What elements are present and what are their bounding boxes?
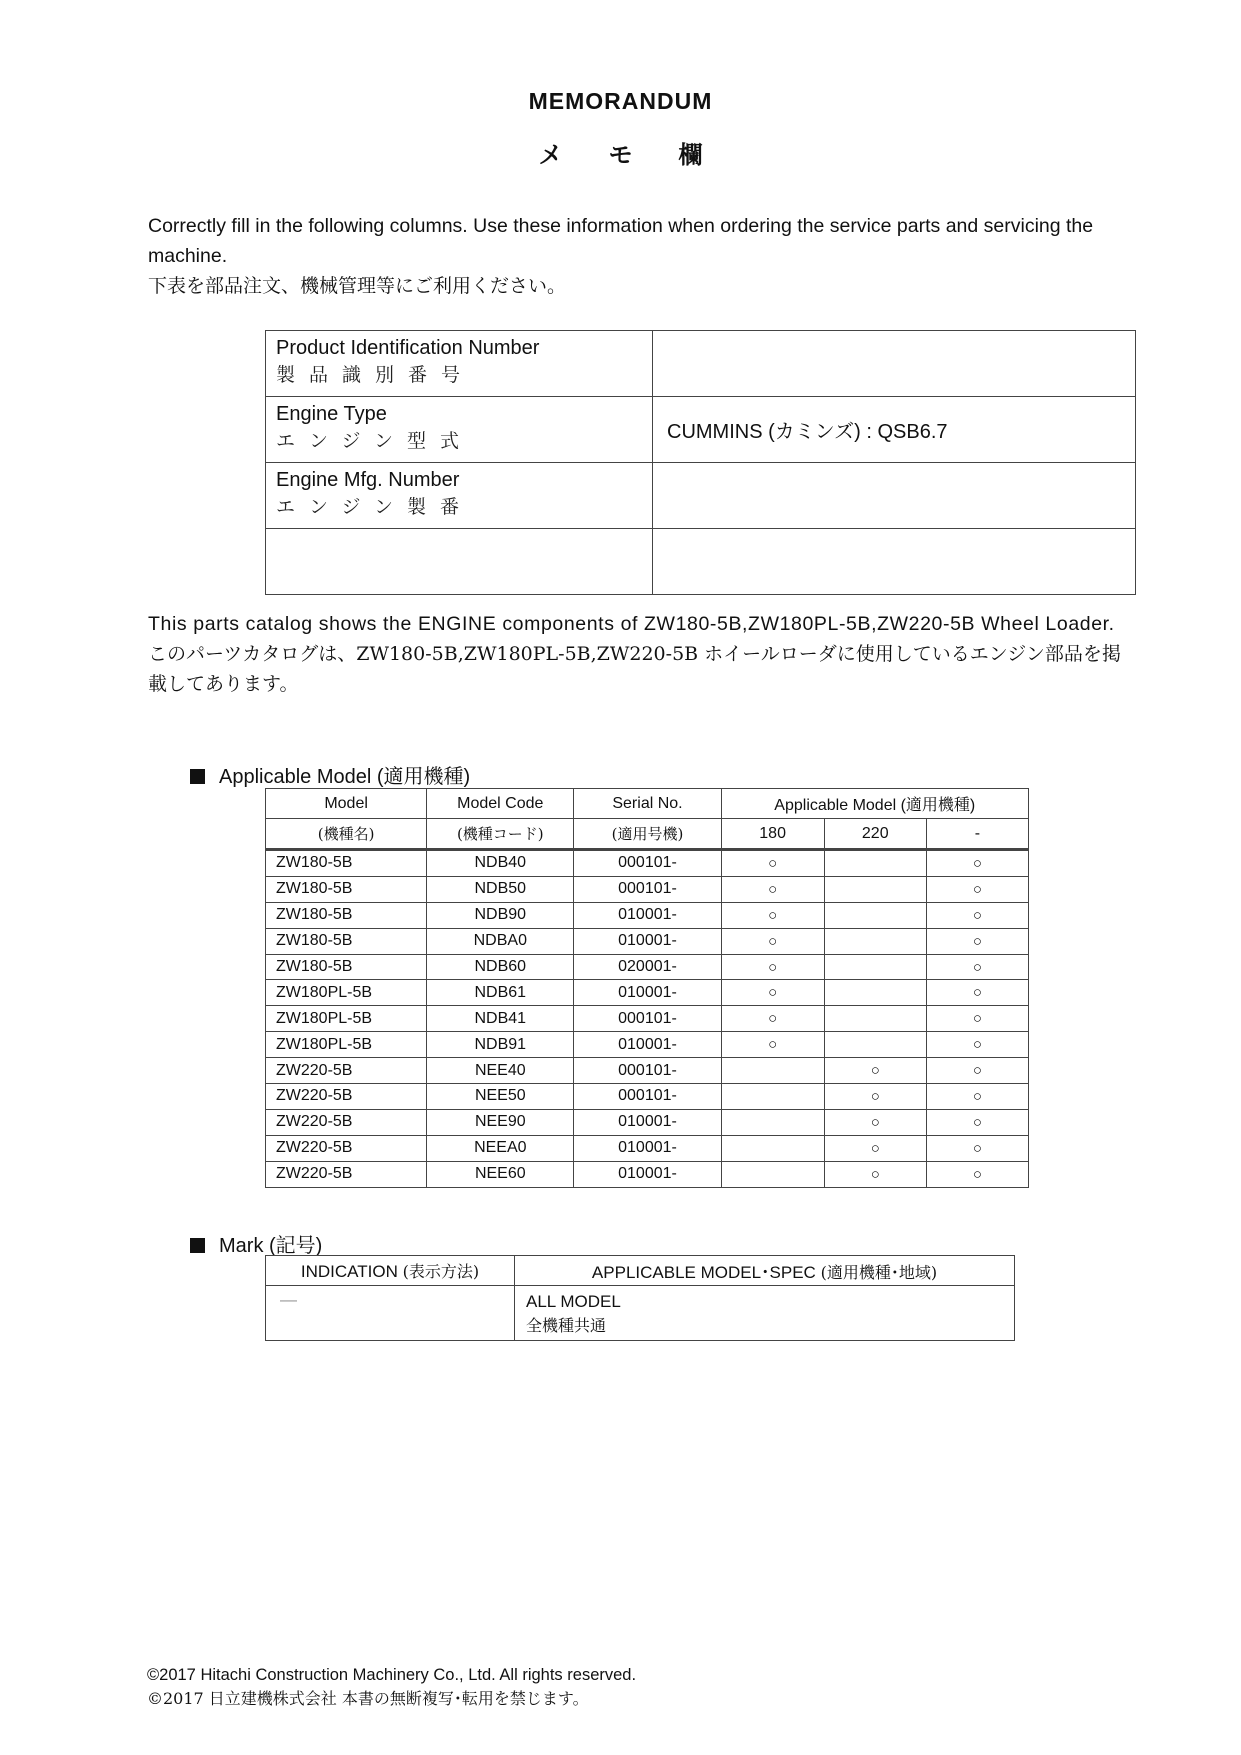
applicable-220-cell xyxy=(824,954,926,980)
model-cell: ZW180PL-5B xyxy=(266,1032,427,1058)
applicable-180-cell: ○ xyxy=(721,902,824,928)
memo-label-cell xyxy=(266,397,653,463)
applicable-180-cell: ○ xyxy=(721,1032,824,1058)
memo-label-en: Engine Type xyxy=(276,403,387,425)
table-row xyxy=(266,980,1029,1006)
serial-cell: 010001- xyxy=(574,928,721,954)
table-row xyxy=(266,954,1029,980)
catalog-paragraph xyxy=(148,609,1138,699)
model-cell: ZW180-5B xyxy=(266,902,427,928)
table-row xyxy=(266,1058,1029,1084)
model-code-cell: NDBA0 xyxy=(427,928,574,954)
model-cell: ZW180-5B xyxy=(266,954,427,980)
applicable-model-heading xyxy=(190,760,470,789)
model-cell: ZW180-5B xyxy=(266,928,427,954)
memo-row-engine-mfg xyxy=(266,463,1136,529)
model-cell: ZW220-5B xyxy=(266,1058,427,1084)
applicable-220-cell xyxy=(824,876,926,902)
model-cell: ZW220-5B xyxy=(266,1084,427,1110)
model-cell: ZW220-5B xyxy=(266,1109,427,1135)
applicable-180-cell: ○ xyxy=(721,980,824,1006)
model-code-cell: NEEA0 xyxy=(427,1135,574,1161)
model-cell: ZW180-5B xyxy=(266,850,427,877)
footer xyxy=(147,1663,636,1711)
table-row xyxy=(266,1006,1029,1032)
memo-value-engine-mfg[interactable] xyxy=(653,463,1136,529)
applicable-all-cell: ○ xyxy=(926,1084,1028,1110)
page-title: MEMORANDUM xyxy=(528,88,713,114)
applicable-220-cell: ○ xyxy=(824,1084,926,1110)
memo-value-engine-type[interactable]: CUMMINS (カミンズ) : QSB6.7 xyxy=(653,397,1136,463)
applicable-180-cell xyxy=(721,1109,824,1135)
table-row xyxy=(266,1084,1029,1110)
model-cell: ZW180PL-5B xyxy=(266,1006,427,1032)
applicable-220-cell xyxy=(824,980,926,1006)
applicable-all-cell: ○ xyxy=(926,1135,1028,1161)
model-code-cell: NDB50 xyxy=(427,876,574,902)
memo-label-jp: 製品識別番号 xyxy=(276,364,475,386)
applicable-all-cell: ○ xyxy=(926,850,1028,877)
model-cell: ZW220-5B xyxy=(266,1135,427,1161)
table-row xyxy=(266,928,1029,954)
applicable-220-cell: ○ xyxy=(824,1161,926,1187)
memo-row-pin xyxy=(266,331,1136,397)
applicable-220-cell: ○ xyxy=(824,1135,926,1161)
intro-text-en: Correctly fill in the following columns. Use these information when ordering the service parts and servicing the machine. xyxy=(148,215,1094,267)
header-serial: Serial No. xyxy=(574,789,721,819)
bullet-square-icon xyxy=(190,1238,205,1253)
memo-label-cell[interactable] xyxy=(266,529,653,595)
applicable-all-cell: ○ xyxy=(926,980,1028,1006)
table-row xyxy=(266,902,1029,928)
model-cell: ZW220-5B xyxy=(266,1161,427,1187)
model-code-cell: NDB90 xyxy=(427,902,574,928)
table-row xyxy=(266,1161,1029,1187)
applicable-model-heading-text: Applicable Model (適用機種) xyxy=(219,766,471,788)
catalog-text-jp: このパーツカタログは、ZW180-5B,ZW180PL-5B,ZW220-5B ホイールローダに使用しているエンジン部品を掲載してあります。 xyxy=(148,643,1121,695)
applicable-all-cell: ○ xyxy=(926,1006,1028,1032)
applicable-180-cell: ○ xyxy=(721,876,824,902)
applicable-180-cell xyxy=(721,1135,824,1161)
serial-cell: 010001- xyxy=(574,1109,721,1135)
table-header-row xyxy=(266,1256,1015,1286)
header-indication-en: INDICATION xyxy=(300,1262,398,1281)
table-row xyxy=(266,876,1029,902)
serial-cell: 000101- xyxy=(574,1058,721,1084)
table-row xyxy=(266,850,1029,877)
applicable-all-cell: ○ xyxy=(926,1058,1028,1084)
memo-label-en: Engine Mfg. Number xyxy=(276,469,460,491)
copyright-jp: ©2017 日立建機株式会社 本書の無断複写･転用を禁じます。 xyxy=(147,1689,589,1708)
catalog-text-en: This parts catalog shows the ENGINE components of ZW180-5B,ZW180PL-5B,ZW220-5B Wheel Loader. xyxy=(148,613,1115,635)
model-code-cell: NEE50 xyxy=(427,1084,574,1110)
applicable-180-cell: ○ xyxy=(721,1006,824,1032)
bullet-square-icon xyxy=(190,769,205,784)
header-col-dash: - xyxy=(926,819,1028,850)
model-code-cell: NEE40 xyxy=(427,1058,574,1084)
header-col-220: 220 xyxy=(824,819,926,850)
header-model-jp: (機種名) xyxy=(266,819,427,850)
applicable-all-cell: ○ xyxy=(926,902,1028,928)
page-title-jp: メモ欄 xyxy=(538,141,749,169)
header-model-code-jp: (機種コード) xyxy=(427,819,574,850)
table-row xyxy=(266,1135,1029,1161)
applicable-180-cell xyxy=(721,1084,824,1110)
memo-row-blank xyxy=(266,529,1136,595)
header-applicable-spec xyxy=(515,1256,1015,1286)
memo-label-jp: エンジン製番 xyxy=(276,496,474,518)
applicable-180-cell: ○ xyxy=(721,954,824,980)
applicable-all-cell: ○ xyxy=(926,876,1028,902)
applicable-220-cell xyxy=(824,850,926,877)
applicable-all-cell: ○ xyxy=(926,1161,1028,1187)
memo-label-cell xyxy=(266,331,653,397)
serial-cell: 010001- xyxy=(574,1032,721,1058)
mark-applicable xyxy=(515,1286,1015,1341)
model-rows xyxy=(266,850,1029,1188)
model-cell: ZW180PL-5B xyxy=(266,980,427,1006)
table-row xyxy=(266,1109,1029,1135)
applicable-220-cell: ○ xyxy=(824,1058,926,1084)
table-row xyxy=(266,1032,1029,1058)
applicable-180-cell xyxy=(721,1161,824,1187)
memo-table xyxy=(265,330,1136,595)
header-col-180: 180 xyxy=(721,819,824,850)
memo-label-cell xyxy=(266,463,653,529)
serial-cell: 010001- xyxy=(574,1135,721,1161)
serial-cell: 000101- xyxy=(574,850,721,877)
serial-cell: 000101- xyxy=(574,1006,721,1032)
model-code-cell: NDB91 xyxy=(427,1032,574,1058)
table-row xyxy=(266,1286,1015,1341)
mark-table xyxy=(265,1255,1015,1341)
serial-cell: 010001- xyxy=(574,980,721,1006)
applicable-220-cell: ○ xyxy=(824,1109,926,1135)
model-cell: ZW180-5B xyxy=(266,876,427,902)
mark-heading xyxy=(190,1229,322,1258)
mark-indication: — xyxy=(266,1286,515,1341)
applicable-all-cell: ○ xyxy=(926,928,1028,954)
copyright-en: ©2017 Hitachi Construction Machinery Co., Ltd. All rights reserved. xyxy=(147,1666,637,1684)
serial-cell: 010001- xyxy=(574,1161,721,1187)
applicable-180-cell: ○ xyxy=(721,850,824,877)
mark-heading-text: Mark (記号) xyxy=(219,1235,323,1257)
memo-row-engine-type xyxy=(266,397,1136,463)
serial-cell: 000101- xyxy=(574,1084,721,1110)
applicable-180-cell: ○ xyxy=(721,928,824,954)
model-code-cell: NDB61 xyxy=(427,980,574,1006)
applicable-220-cell xyxy=(824,1032,926,1058)
model-code-cell: NDB41 xyxy=(427,1006,574,1032)
header-indication-jp: (表示方法) xyxy=(402,1262,480,1281)
applicable-180-cell xyxy=(721,1058,824,1084)
intro-text-jp: 下表を部品注文、機械管理等にご利用ください。 xyxy=(148,275,567,297)
header-serial-jp: (適用号機) xyxy=(574,819,721,850)
mark-applicable-en: ALL MODEL xyxy=(526,1292,621,1311)
header-applicable-model: Applicable Model (適用機種) xyxy=(721,789,1028,819)
serial-cell: 000101- xyxy=(574,876,721,902)
memo-value-blank[interactable] xyxy=(653,529,1136,595)
applicable-220-cell xyxy=(824,928,926,954)
applicable-220-cell xyxy=(824,1006,926,1032)
applicable-all-cell: ○ xyxy=(926,1032,1028,1058)
applicable-all-cell: ○ xyxy=(926,954,1028,980)
memo-value-pin[interactable] xyxy=(653,331,1136,397)
applicable-220-cell xyxy=(824,902,926,928)
intro-paragraph xyxy=(148,211,1138,301)
table-header-row xyxy=(266,789,1029,819)
mark-applicable-jp: 全機種共通 xyxy=(526,1316,607,1335)
serial-cell: 010001- xyxy=(574,902,721,928)
header-model: Model xyxy=(266,789,427,819)
header-indication xyxy=(266,1256,515,1286)
model-code-cell: NEE90 xyxy=(427,1109,574,1135)
model-code-cell: NDB60 xyxy=(427,954,574,980)
header-applicable-spec-jp: (適用機種･地域) xyxy=(820,1263,938,1282)
table-header-row xyxy=(266,819,1029,850)
model-code-cell: NEE60 xyxy=(427,1161,574,1187)
memo-label-en: Product Identification Number xyxy=(276,337,540,359)
applicable-all-cell: ○ xyxy=(926,1109,1028,1135)
header-applicable-spec-en: APPLICABLE MODEL･SPEC xyxy=(591,1263,816,1282)
model-code-cell: NDB40 xyxy=(427,850,574,877)
serial-cell: 020001- xyxy=(574,954,721,980)
applicable-model-table xyxy=(265,788,1029,1188)
memo-label-jp: エンジン型式 xyxy=(276,430,474,452)
header-model-code: Model Code xyxy=(427,789,574,819)
